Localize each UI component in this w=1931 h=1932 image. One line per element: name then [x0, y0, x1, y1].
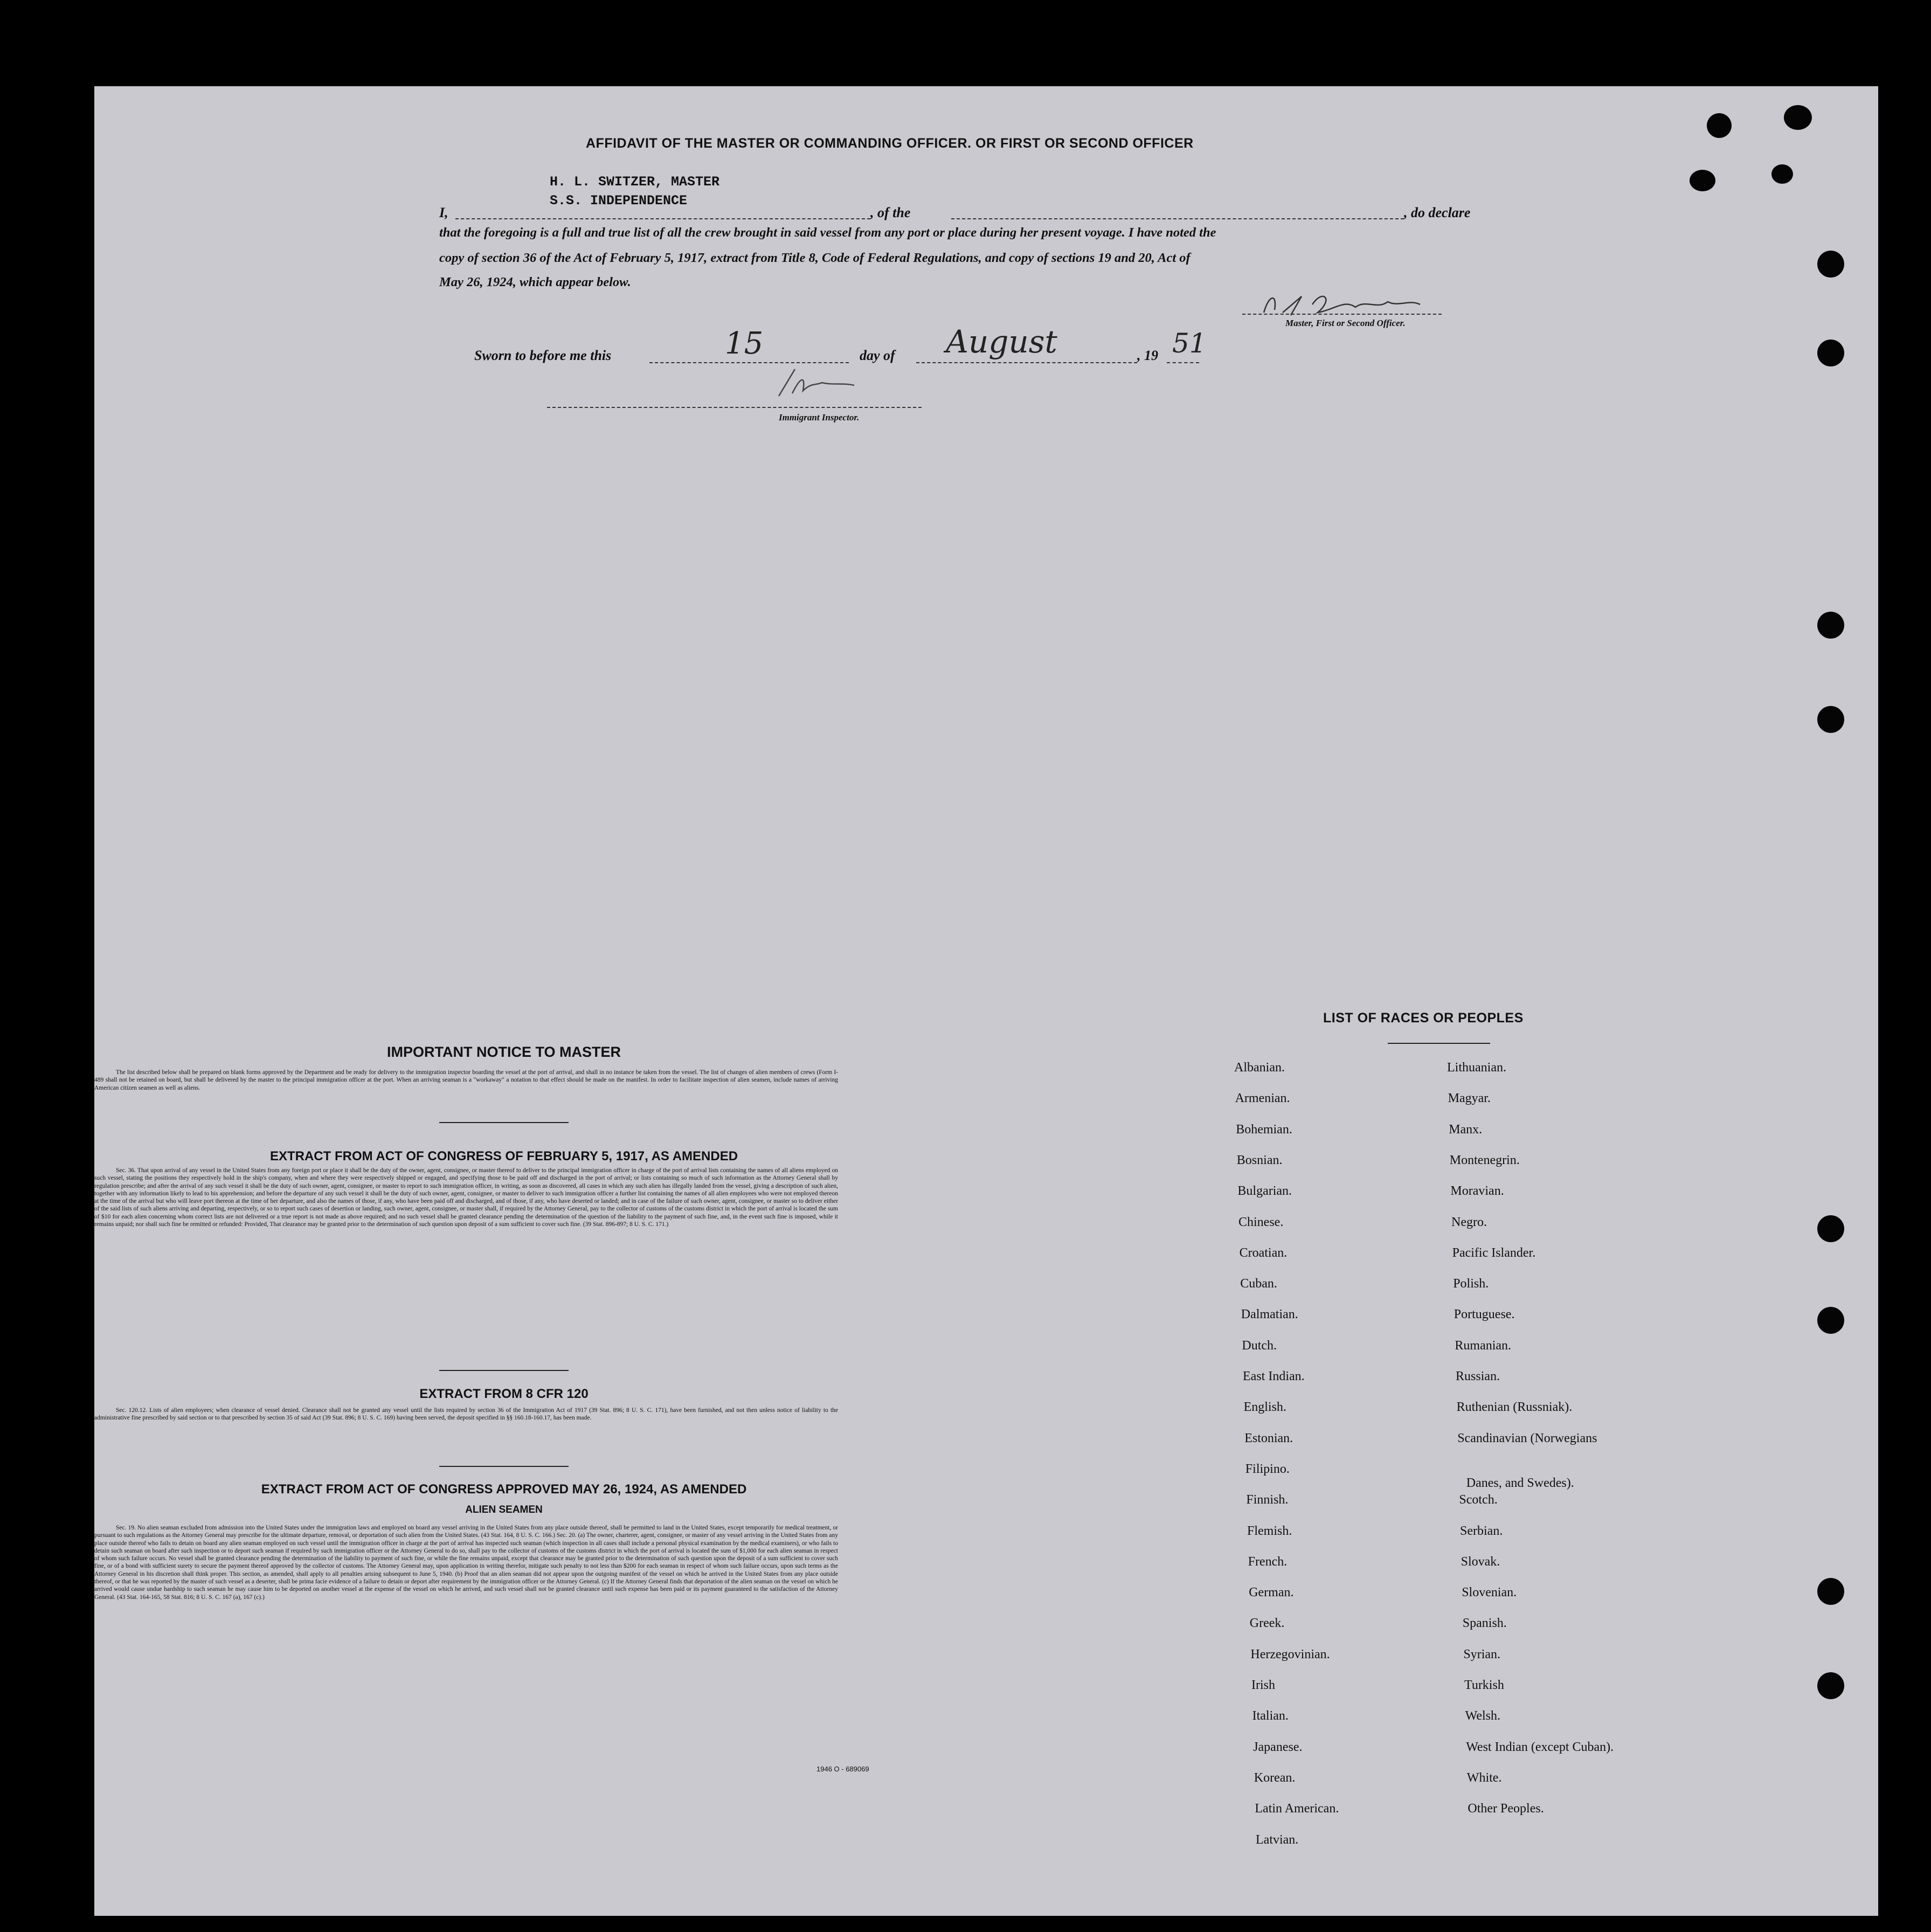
race-item: Rumanian. [1455, 1338, 1512, 1353]
extract-1917-heading: EXTRACT FROM ACT OF CONGRESS OF FEBRUARY 5, 1917, AS AMENDED [269, 1149, 738, 1164]
year-line [1167, 362, 1199, 363]
punch-hole [1817, 612, 1844, 639]
extract-1917-text: Sec. 36. That upon arrival of any vessel in the United States from any foreign port or place it shall be the duty of the owner, agent, consignee, or master thereof to deliver to the principal immigration officer in charge of the port of arrival lists containing the names of all aliens employed on such vessel, stating the positions they respectively hold in the ship's company, when and where they were respectively shipped or engaged, and specifying those to be paid off and discharged in the port of arrival; or lists containing so much of such information as the Attorney General shall by regulation prescribe; and after the arrival of any such vessel it shall be the duty of such owner, agent, consignee, or master to report to such immigration officer, in writing, as soon as discovered, all cases in which any such alien has illegally landed from the vessel, giving a description of such alien, together with any information likely to lead to his apprehension; and before the departure of any such vessel it shall be the duty of such owner, agent, consignee, or master to deliver to such immigration officer a further list containing the names of all alien employees who were not employed thereon at the time of the arrival but who will leave port thereon at the time of her departure, and also the names of those, if any, who have been paid off and discharged, and of those, if any, who have deserted or landed; and in case of the failure of such owner, agent, consignee, or master so to deliver either of the said lists of such aliens arriving and departing, respectively, or so to report such cases of desertion or landing, such owner, agent, consignee, or master shall, if required by the Attorney General, pay to the collector of customs of the customs district in which the port of arrival is located the sum of $10 for each alien concerning whom correct lists are not delivered or a true report is not made as above required; and no such vessel shall be granted clearance pending the determination of the question of the liability to the payment of such fine, and, in the event such fine is imposed, while it remains unpaid; nor shall such fine be remitted or refunded: Provided, That clearance may be granted prior to the determination of such question upon deposit of a sum sufficient to cover such fine. (39 Stat. 896-897; 8 U. S. C. 171.) [94, 1167, 838, 1228]
punch-hole [1817, 1215, 1844, 1242]
race-item: Italian. [1252, 1709, 1289, 1723]
inspector-line [547, 407, 922, 408]
race-item: Montenegrin. [1449, 1153, 1520, 1167]
race-item: English. [1243, 1400, 1286, 1415]
race-item: Japanese. [1253, 1740, 1303, 1754]
race-item: West Indian (except Cuban). [1466, 1740, 1614, 1754]
torn-mark [1707, 113, 1732, 138]
divider [439, 1466, 569, 1467]
race-item: Bosnian. [1236, 1153, 1283, 1167]
race-item: Serbian. [1460, 1524, 1503, 1538]
divider [439, 1122, 569, 1123]
race-item: Filipino. [1245, 1462, 1290, 1476]
do-declare-label: , do declare [1404, 205, 1471, 220]
race-item: Lithuanian. [1447, 1061, 1506, 1075]
race-item: Welsh. [1465, 1709, 1500, 1723]
race-item: Negro. [1451, 1215, 1487, 1229]
race-item: Korean. [1254, 1770, 1296, 1785]
race-item: Slovak. [1461, 1554, 1500, 1569]
race-item: Herzegovinian. [1250, 1647, 1330, 1661]
race-item: Bulgarian. [1237, 1184, 1292, 1199]
race-item: Estonian. [1244, 1431, 1293, 1445]
torn-mark [1771, 164, 1793, 184]
notice-text: The list described below shall be prepared on blank forms approved by the Department and be ready for delivery to the immigration inspector boarding the vessel at the port of arrival, and shall in no instance be taken from the vessel. The list of changes of alien members of crews (Form I-489 shall not be retained on board, but shall be delivered by the master to the principal immigration officer at the port. When an arriving seaman is a "workaway" a notation to that effect should be made on the manifest. In order to facilitate inspection of alien seamen, include names of arriving American citizen seamen as well as aliens. [94, 1069, 838, 1091]
affidavit-body-line1: that the foregoing is a full and true list of all the crew brought in said vessel from any port or place during her present voyage. I have noted the [439, 225, 1216, 240]
race-item: Other Peoples. [1468, 1802, 1544, 1816]
inspector-signature [763, 361, 881, 404]
race-item: Albanian. [1234, 1061, 1285, 1075]
sworn-label: Sworn to before me this [474, 348, 612, 363]
race-item: Cuban. [1240, 1277, 1277, 1291]
race-item: Dutch. [1242, 1338, 1277, 1353]
race-item: Polish. [1453, 1277, 1489, 1291]
punch-hole [1817, 1672, 1844, 1699]
notice-heading: IMPORTANT NOTICE TO MASTER [387, 1044, 621, 1060]
name-line [455, 218, 870, 219]
day-of-label: day of [860, 348, 895, 363]
race-item: East Indian. [1243, 1369, 1305, 1383]
race-item: Greek. [1249, 1616, 1285, 1631]
month-value: August [946, 323, 1057, 360]
race-item: Moravian. [1450, 1184, 1504, 1199]
month-line [916, 362, 1137, 363]
punch-hole [1817, 1307, 1844, 1334]
signature-line [1242, 314, 1442, 315]
affidavit-body-line3: May 26, 1924, which appear below. [439, 275, 631, 289]
punch-hole [1817, 340, 1844, 366]
punch-hole [1817, 1578, 1844, 1605]
print-code: 1946 O - 689069 [816, 1765, 869, 1773]
divider [439, 1370, 569, 1371]
year-prefix: , 19 [1137, 348, 1158, 363]
extract-cfr-heading: EXTRACT FROM 8 CFR 120 [419, 1387, 589, 1401]
affidavit-heading: AFFIDAVIT OF THE MASTER OR COMMANDING OFFICER. OR FIRST OR SECOND OFFICER [586, 136, 1194, 151]
divider [1388, 1043, 1490, 1044]
races-heading: LIST OF RACES OR PEOPLES [1323, 1010, 1524, 1026]
of-the-label: , of the [870, 205, 911, 220]
race-item: Latvian. [1256, 1832, 1299, 1847]
race-item: Slovenian. [1462, 1585, 1517, 1600]
document-page [94, 86, 1878, 1916]
extract-1924-subheading: ALIEN SEAMEN [465, 1504, 543, 1515]
race-item: French. [1248, 1554, 1288, 1569]
race-item: Portuguese. [1454, 1307, 1515, 1322]
race-item: Dalmatian. [1241, 1307, 1298, 1322]
inspector-caption: Immigrant Inspector. [779, 412, 860, 423]
punch-hole [1817, 251, 1844, 278]
race-item: Finnish. [1246, 1493, 1289, 1507]
race-item: Russian. [1456, 1369, 1500, 1383]
race-item: Spanish. [1462, 1616, 1507, 1631]
race-item: Flemish. [1247, 1524, 1292, 1538]
day-value: 15 [725, 326, 764, 361]
race-item: Syrian. [1463, 1647, 1501, 1661]
race-item: Irish [1251, 1678, 1275, 1692]
race-item: Magyar. [1448, 1091, 1491, 1106]
i-label: I, [439, 205, 448, 220]
race-item: Bohemian. [1236, 1122, 1292, 1137]
signature-caption: Master, First or Second Officer. [1285, 318, 1406, 328]
race-item: Turkish [1464, 1678, 1504, 1692]
race-item: Chinese. [1238, 1215, 1284, 1229]
punch-hole [1817, 706, 1844, 733]
race-item: White. [1466, 1770, 1502, 1785]
year-value: 51 [1172, 328, 1207, 359]
torn-mark [1690, 170, 1715, 191]
race-item: Pacific Islander. [1452, 1245, 1536, 1260]
extract-1924-text: Sec. 19. No alien seaman excluded from admission into the United States under the immigration laws and employed on board any vessel arriving in the United States from any place outside thereof, shall be permitted to land in the United States, except temporarily for medical treatment, or pursuant to such regulations as the Attorney General may prescribe for the ultimate departure, removal, or deportation of such alien from the United States. (43 Stat. 164, 8 U. S. C. 166.) Sec. 20. (a) The owner, charterer, agent, consignee, or master of any vessel arriving in the United States from any place outside thereof who fails to detain on board any alien seaman employed on such vessel until the immigration officer in charge at the port of arrival has inspected such seaman (which inspection in all cases shall include a personal physical examination by the medical examiners), or who fails to detain such seaman on board after such inspection or to deport such seaman if required by such immigration officer or the Attorney General to do so, shall pay to the collector of customs of the customs district in which the port of arrival is located the sum of $1,000 for each alien seaman in respect of whom such failure occurs. No vessel shall be granted clearance pending the determination of the liability to payment of such fine, or while the fine remains unpaid, except that clearance may be granted prior to the determination of such question upon the deposit of a sum sufficient to cover such fine, or of a bond with sufficient surety to secure the payment thereof approved by the collector of customs. The Attorney General may, upon application in writing therefor, mitigate such penalty to not less than $200 for each seaman in respect of whom such failure occurs, upon such terms as the Attorney General in his discretion shall think proper. This section, as amended, shall apply to all penalties arising subsequent to June 5, 1940. (b) Proof that an alien seaman did not appear upon the outgoing manifest of the vessel on which he arrived in the United States from any place outside thereof, or that he was reported by the master of such vessel as a deserter, shall be prima facie evidence of a failure to detain or deport after requirement by the immigration officer or the Attorney General. (c) If the Attorney General finds that deportation of the alien seaman on the vessel on which he arrived would cause undue hardship to such seaman he may cause him to be deported on another vessel at the expense of the vessel on which he arrived, and such vessel shall not be granted clearance until such expense has been paid or its payment guaranteed to the satisfaction of the Attorney General. (43 Stat. 164-165, 58 Stat. 816; 8 U. S. C. 167 (a), 167 (c).) [94, 1525, 838, 1601]
extract-cfr-text: Sec. 120.12. Lists of alien employees; when clearance of vessel denied. Clearance shall not be granted any vessel until the lists required by section 36 of the Immigration Act of 1917 (39 Stat. 896; 8 U. S. C. 171), have been furnished, and not then unless notice of liability to the administrative fine prescribed by said section or to that prescribed by section 35 of said Act (39 Stat. 896; 8 U. S. C. 169) having been served, the deposit specified in §§ 160.18-160.17, has been made. [94, 1407, 838, 1422]
torn-mark [1784, 105, 1812, 130]
extract-1924-heading: EXTRACT FROM ACT OF CONGRESS APPROVED MAY 26, 1924, AS AMENDED [261, 1482, 747, 1497]
race-item: Danes, and Swedes). [1466, 1476, 1574, 1490]
race-item: Croatian. [1239, 1245, 1288, 1260]
typed-name: H. L. SWITZER, MASTER [550, 174, 720, 190]
affidavit-body-line2: copy of section 36 of the Act of February 5, 1917, extract from Title 8, Code of Federal Regulations, and copy of sections 19 and 20, Act of [439, 251, 1191, 265]
race-item: Scotch. [1459, 1493, 1498, 1507]
race-item: Ruthenian (Russniak). [1456, 1400, 1573, 1415]
typed-vessel: S.S. INDEPENDENCE [550, 193, 688, 209]
race-item: Scandinavian (Norwegians [1457, 1431, 1597, 1445]
race-item: German. [1249, 1585, 1294, 1600]
race-item: Manx. [1449, 1122, 1483, 1137]
race-item: Latin American. [1255, 1802, 1339, 1816]
race-item: Armenian. [1235, 1091, 1290, 1106]
vessel-line [951, 218, 1404, 219]
